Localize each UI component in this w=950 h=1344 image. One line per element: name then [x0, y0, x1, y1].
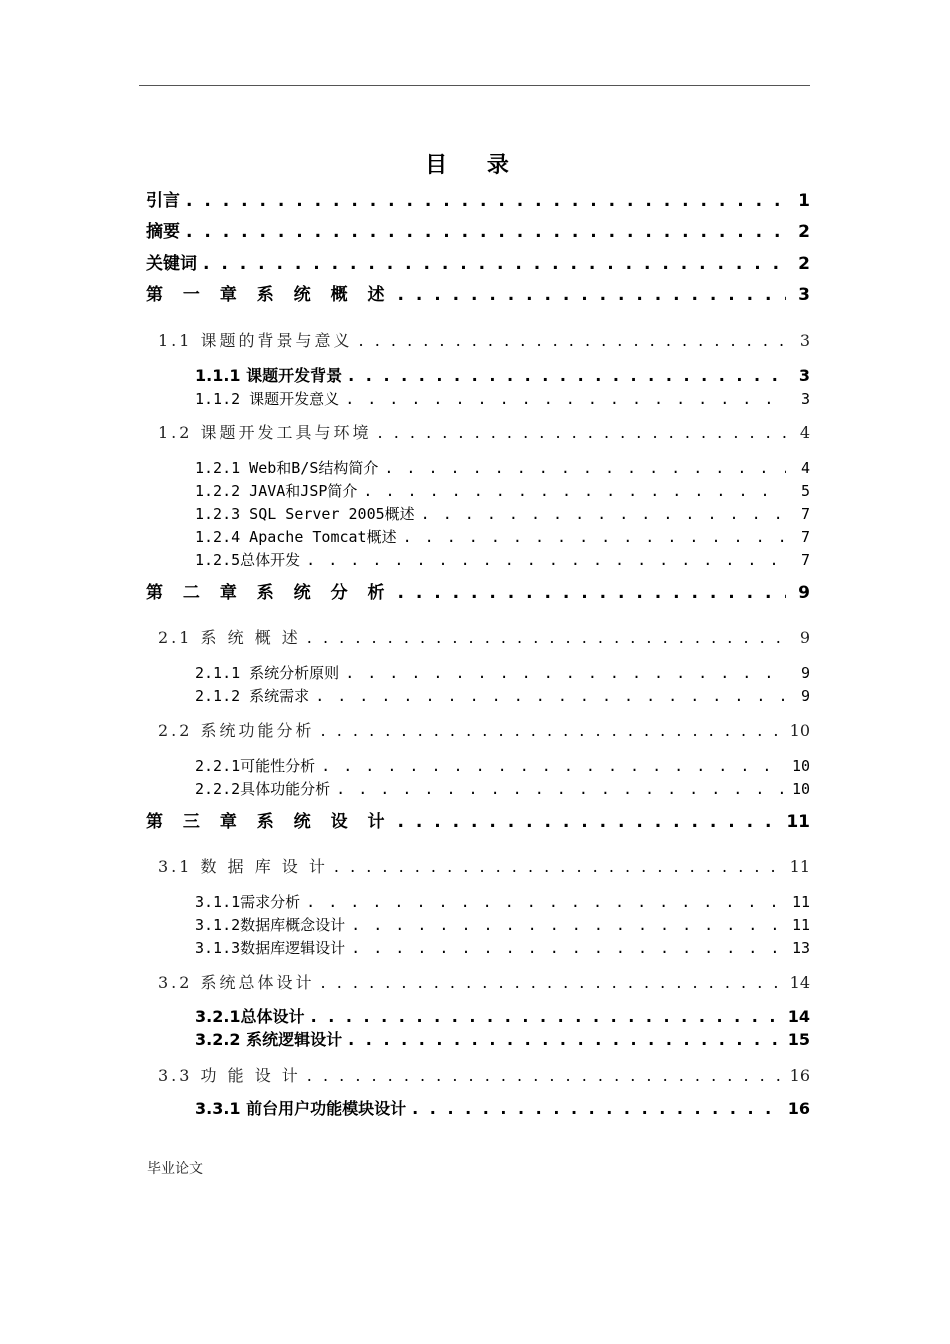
toc-entry-page-number: 3	[799, 331, 810, 350]
toc-entry-label: 1.2.4 Apache Tomcat概述	[195, 528, 397, 546]
toc-entry-label: 1.1 课题的背景与意义	[158, 331, 353, 350]
dot-leader	[398, 284, 786, 306]
toc-entry-label: 1.2.1 Web和B/S结构简介	[195, 459, 379, 477]
dot-leader	[315, 685, 786, 707]
toc-entry-page-number: 7	[800, 528, 810, 546]
dot-leader	[403, 526, 786, 548]
toc-entry-page-number: 2	[798, 254, 810, 274]
toc-entry[interactable]	[146, 811, 810, 833]
dot-leader	[321, 720, 784, 742]
toc-entry[interactable]	[158, 720, 810, 742]
toc-entry-label: 3.2 系统总体设计	[158, 973, 315, 992]
toc-entry[interactable]	[158, 972, 810, 994]
toc-entry-page-number: 9	[799, 628, 810, 647]
footer-text: 毕业论文	[147, 1161, 203, 1177]
dot-leader	[321, 755, 786, 777]
toc-entry-page-number: 16	[787, 1099, 810, 1118]
header-rule	[139, 85, 810, 86]
dot-leader	[398, 811, 781, 833]
toc-entry[interactable]	[195, 480, 810, 502]
toc-entry[interactable]	[146, 253, 810, 275]
toc-entry[interactable]	[158, 627, 810, 649]
dot-leader	[186, 190, 786, 212]
toc-entry[interactable]	[146, 582, 810, 604]
toc-entry-page-number: 3	[798, 285, 810, 305]
toc-entry-page-number: 14	[789, 973, 810, 992]
toc-entry-label: 第 三 章 系 统 设 计	[146, 812, 392, 832]
toc-entry-page-number: 1	[798, 191, 810, 211]
toc-entry[interactable]	[158, 330, 810, 352]
toc-entry-page-number: 3	[800, 390, 810, 408]
toc-entry-label: 1.1.1 课题开发背景	[195, 366, 343, 385]
dot-leader	[307, 1065, 784, 1087]
toc-entry-page-number: 11	[789, 857, 810, 876]
dot-leader	[398, 582, 786, 604]
toc-entry-label: 3.2.1总体设计	[195, 1007, 305, 1026]
toc-entry-page-number: 4	[799, 423, 810, 442]
dot-leader	[359, 330, 786, 352]
toc-entry-page-number: 10	[791, 780, 810, 798]
dot-leader	[348, 1029, 782, 1051]
page-title: 目 录	[425, 153, 525, 178]
toc-entry-label: 第 二 章 系 统 分 析	[146, 583, 392, 603]
toc-entry-page-number: 14	[787, 1007, 810, 1026]
toc-entry-page-number: 4	[800, 459, 810, 477]
toc-entry-label: 2.2.1可能性分析	[195, 757, 316, 775]
toc-entry-label: 3.2.2 系统逻辑设计	[195, 1030, 343, 1049]
toc-entry-page-number: 2	[798, 222, 810, 242]
dot-leader	[363, 480, 786, 502]
dot-leader	[421, 503, 786, 525]
toc-entry-label: 第 一 章 系 统 概 述	[146, 285, 392, 305]
toc-entry[interactable]	[146, 221, 810, 243]
toc-entry-label: 摘要	[146, 222, 180, 242]
toc-entry-page-number: 10	[791, 757, 810, 775]
dot-leader	[334, 856, 784, 878]
toc-entry[interactable]	[195, 1006, 810, 1028]
toc-entry-label: 3.1.1需求分析	[195, 893, 301, 911]
toc-entry[interactable]	[195, 526, 810, 548]
toc-entry[interactable]	[195, 365, 810, 387]
dot-leader	[351, 937, 786, 959]
dot-leader	[306, 549, 786, 571]
toc-entry-page-number: 16	[789, 1066, 810, 1085]
toc-entry-label: 2.2 系统功能分析	[158, 721, 315, 740]
toc-entry[interactable]	[195, 549, 810, 571]
dot-leader	[311, 1006, 782, 1028]
toc-entry-page-number: 9	[800, 664, 810, 682]
toc-entry[interactable]	[158, 422, 810, 444]
dot-leader	[345, 662, 786, 684]
toc-entry-page-number: 11	[791, 916, 810, 934]
toc-entry-page-number: 7	[800, 505, 810, 523]
toc-entry[interactable]	[195, 457, 810, 479]
toc-entry-label: 1.2.5总体开发	[195, 551, 301, 569]
toc-entry[interactable]	[195, 891, 810, 913]
toc-entry-label: 1.2.2 JAVA和JSP简介	[195, 482, 358, 500]
toc-entry-page-number: 11	[786, 812, 810, 832]
toc-entry-label: 1.2 课题开发工具与环境	[158, 423, 372, 442]
toc-entry-page-number: 11	[791, 893, 810, 911]
dot-leader	[351, 914, 786, 936]
toc-entry-label: 2.2.2具体功能分析	[195, 780, 331, 798]
toc-entry[interactable]	[158, 1065, 810, 1087]
toc-entry-label: 3.1 数 据 库 设 计	[158, 857, 328, 876]
toc-entry-page-number: 3	[798, 366, 810, 385]
dot-leader	[345, 388, 786, 410]
toc-entry-label: 1.1.2 课题开发意义	[195, 390, 340, 408]
toc-entry-label: 引言	[146, 191, 180, 211]
toc-entry[interactable]	[195, 685, 810, 707]
toc-entry[interactable]	[146, 284, 810, 306]
toc-entry[interactable]	[195, 755, 810, 777]
toc-entry-label: 3.1.2数据库概念设计	[195, 916, 346, 934]
dot-leader	[186, 221, 786, 243]
toc-entry-page-number: 15	[787, 1030, 810, 1049]
dot-leader	[306, 891, 786, 913]
toc-entry-page-number: 5	[800, 482, 810, 500]
dot-leader	[412, 1098, 782, 1120]
dot-leader	[321, 972, 784, 994]
toc-entry-label: 3.3.1 前台用户功能模块设计	[195, 1099, 407, 1118]
dot-leader	[307, 627, 786, 649]
toc-entry-page-number: 10	[789, 721, 810, 740]
dot-leader	[336, 778, 786, 800]
dot-leader	[384, 457, 786, 479]
toc-entry-label: 3.1.3数据库逻辑设计	[195, 939, 346, 957]
dot-leader	[203, 253, 786, 275]
toc-entry[interactable]	[195, 778, 810, 800]
toc-entry-label: 2.1 系 统 概 述	[158, 628, 301, 647]
toc-entry-label: 3.3 功 能 设 计	[158, 1066, 301, 1085]
dot-leader	[378, 422, 786, 444]
toc-entry-label: 关键词	[146, 254, 197, 274]
toc-entry[interactable]	[195, 662, 810, 684]
toc-entry-page-number: 13	[791, 939, 810, 957]
toc-entry-label: 1.2.3 SQL Server 2005概述	[195, 505, 415, 523]
toc-entry[interactable]	[195, 503, 810, 525]
toc-entry[interactable]	[195, 914, 810, 936]
toc-entry-page-number: 9	[800, 687, 810, 705]
toc-entry-label: 2.1.1 系统分析原则	[195, 664, 340, 682]
toc-entry[interactable]	[158, 856, 810, 878]
toc-entry-label: 2.1.2 系统需求	[195, 687, 310, 705]
toc-entry[interactable]	[195, 1098, 810, 1120]
toc-entry[interactable]	[195, 1029, 810, 1051]
dot-leader	[348, 365, 786, 387]
toc-entry-page-number: 9	[798, 583, 810, 603]
toc-entry[interactable]	[195, 937, 810, 959]
toc-entry[interactable]	[146, 190, 810, 212]
toc-entry-page-number: 7	[800, 551, 810, 569]
toc-entry[interactable]	[195, 388, 810, 410]
